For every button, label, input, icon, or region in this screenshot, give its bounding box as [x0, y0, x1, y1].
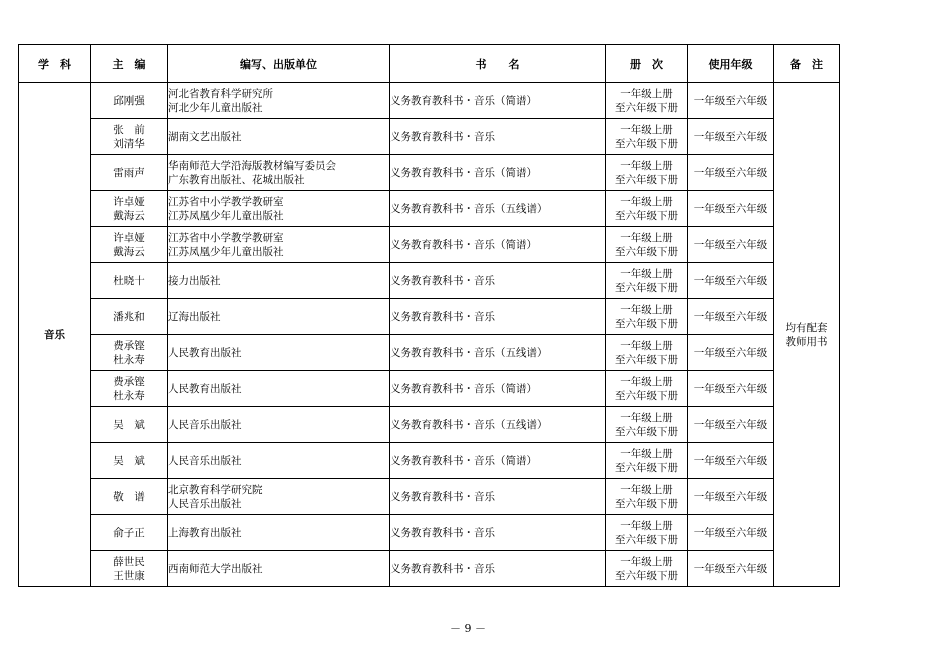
book-title-cell: 义务教育教科书・音乐（五线谱） — [390, 191, 606, 227]
cell-line: 北京教育科学研究院 — [168, 483, 263, 496]
cell-line: 辽海出版社 — [168, 310, 221, 323]
publisher-cell — [168, 263, 390, 299]
book-title-cell: 义务教育教科书・音乐（简谱） — [390, 227, 606, 263]
cell-line: 费承铿 — [113, 375, 145, 388]
volume-cell — [606, 263, 688, 299]
cell-line: 接力出版社 — [168, 274, 221, 287]
cell-line: 一年级上册 — [620, 483, 673, 496]
editor-cell — [91, 155, 168, 191]
cell-line: 杜晓十 — [113, 274, 145, 287]
header-editor: 主 编 — [91, 45, 168, 83]
cell-line: 人民音乐出版社 — [168, 497, 242, 510]
table-row — [19, 227, 840, 263]
table-row — [19, 83, 840, 119]
cell-line: 一年级上册 — [620, 411, 673, 424]
cell-line: 一年级上册 — [620, 339, 673, 352]
volume-cell — [606, 299, 688, 335]
book-title-cell: 义务教育教科书・音乐 — [390, 263, 606, 299]
cell-line: 河北省教育科学研究所 — [168, 87, 273, 100]
table-row — [19, 479, 840, 515]
cell-line: 一年级上册 — [620, 555, 673, 568]
header-note: 备 注 — [774, 45, 840, 83]
editor-cell — [91, 263, 168, 299]
grade-cell: 一年级至六年级 — [688, 191, 774, 227]
page-number: － 9 － — [450, 622, 486, 635]
volume-cell — [606, 551, 688, 587]
publisher-cell — [168, 299, 390, 335]
cell-line: 杜永寿 — [113, 353, 145, 366]
cell-line: 至六年级下册 — [615, 101, 678, 114]
cell-line: 至六年级下册 — [615, 353, 678, 366]
cell-line: 吴 斌 — [113, 418, 145, 431]
cell-line: 人民教育出版社 — [168, 346, 242, 359]
grade-cell: 一年级至六年级 — [688, 119, 774, 155]
grade-cell: 一年级至六年级 — [688, 155, 774, 191]
cell-line: 敬 谱 — [113, 490, 145, 503]
cell-line: 戴海云 — [113, 245, 145, 258]
cell-line: 湖南文艺出版社 — [168, 130, 242, 143]
publisher-cell — [168, 335, 390, 371]
cell-line: 一年级上册 — [620, 231, 673, 244]
cell-line: 俞子正 — [113, 526, 145, 539]
cell-line: 一年级上册 — [620, 267, 673, 280]
editor-cell — [91, 443, 168, 479]
table-row — [19, 119, 840, 155]
cell-line: 一年级上册 — [620, 87, 673, 100]
publisher-cell — [168, 407, 390, 443]
grade-cell: 一年级至六年级 — [688, 479, 774, 515]
header-publisher: 编写、出版单位 — [168, 45, 390, 83]
cell-line: 华南师范大学沿海版教材编写委员会 — [168, 159, 336, 172]
book-title-cell: 义务教育教科书・音乐（简谱） — [390, 443, 606, 479]
volume-cell — [606, 155, 688, 191]
header-row — [19, 45, 840, 83]
grade-cell: 一年级至六年级 — [688, 335, 774, 371]
textbook-catalog-table — [18, 44, 840, 587]
cell-line: 西南师范大学出版社 — [168, 562, 263, 575]
editor-cell — [91, 407, 168, 443]
editor-cell — [91, 515, 168, 551]
publisher-cell — [168, 83, 390, 119]
cell-line: 人民音乐出版社 — [168, 454, 242, 467]
cell-line: 至六年级下册 — [615, 281, 678, 294]
cell-line: 一年级上册 — [620, 123, 673, 136]
cell-line: 一年级上册 — [620, 447, 673, 460]
header-volume: 册 次 — [606, 45, 688, 83]
cell-line: 薛世民 — [113, 555, 145, 568]
cell-line: 人民教育出版社 — [168, 382, 242, 395]
cell-line: 人民音乐出版社 — [168, 418, 242, 431]
cell-line: 至六年级下册 — [615, 137, 678, 150]
grade-cell: 一年级至六年级 — [688, 227, 774, 263]
publisher-cell — [168, 227, 390, 263]
cell-line: 一年级上册 — [620, 303, 673, 316]
book-title-cell: 义务教育教科书・音乐 — [390, 479, 606, 515]
book-title-cell: 义务教育教科书・音乐（五线谱） — [390, 407, 606, 443]
cell-line: 至六年级下册 — [615, 389, 678, 402]
grade-cell: 一年级至六年级 — [688, 299, 774, 335]
publisher-cell — [168, 443, 390, 479]
cell-line: 至六年级下册 — [615, 569, 678, 582]
book-title-cell: 义务教育教科书・音乐（简谱） — [390, 83, 606, 119]
cell-line: 戴海云 — [113, 209, 145, 222]
header-book: 书 名 — [390, 45, 606, 83]
editor-cell — [91, 119, 168, 155]
editor-cell — [91, 479, 168, 515]
publisher-cell — [168, 155, 390, 191]
cell-line: 至六年级下册 — [615, 245, 678, 258]
grade-cell: 一年级至六年级 — [688, 515, 774, 551]
volume-cell — [606, 335, 688, 371]
volume-cell — [606, 407, 688, 443]
table-row — [19, 551, 840, 587]
volume-cell — [606, 371, 688, 407]
book-title-cell: 义务教育教科书・音乐 — [390, 119, 606, 155]
editor-cell — [91, 227, 168, 263]
cell-line: 至六年级下册 — [615, 317, 678, 330]
cell-line: 均有配套 — [785, 321, 828, 334]
table-row — [19, 371, 840, 407]
cell-line: 王世康 — [113, 569, 145, 582]
header-subject: 学 科 — [19, 45, 91, 83]
cell-line: 至六年级下册 — [615, 209, 678, 222]
cell-line: 一年级上册 — [620, 519, 673, 532]
grade-cell: 一年级至六年级 — [688, 263, 774, 299]
volume-cell — [606, 191, 688, 227]
volume-cell — [606, 119, 688, 155]
publisher-cell — [168, 119, 390, 155]
cell-line: 许卓娅 — [113, 231, 145, 244]
grade-cell: 一年级至六年级 — [688, 371, 774, 407]
cell-line: 刘清华 — [113, 137, 145, 150]
cell-line: 一年级上册 — [620, 195, 673, 208]
cell-line: 至六年级下册 — [615, 425, 678, 438]
editor-cell — [91, 371, 168, 407]
table-row — [19, 443, 840, 479]
grade-cell: 一年级至六年级 — [688, 551, 774, 587]
cell-line: 至六年级下册 — [615, 461, 678, 474]
grade-cell: 一年级至六年级 — [688, 443, 774, 479]
editor-cell — [91, 191, 168, 227]
cell-line: 江苏凤凰少年儿童出版社 — [168, 245, 284, 258]
volume-cell — [606, 83, 688, 119]
cell-line: 至六年级下册 — [615, 173, 678, 186]
table-row — [19, 515, 840, 551]
header-grade: 使用年级 — [688, 45, 774, 83]
publisher-cell — [168, 551, 390, 587]
cell-line: 张 前 — [113, 123, 145, 136]
book-title-cell: 义务教育教科书・音乐 — [390, 551, 606, 587]
table-row — [19, 335, 840, 371]
cell-line: 一年级上册 — [620, 159, 673, 172]
cell-line: 至六年级下册 — [615, 497, 678, 510]
subject-cell: 音乐 — [19, 83, 91, 587]
grade-cell: 一年级至六年级 — [688, 407, 774, 443]
table-row — [19, 263, 840, 299]
volume-cell — [606, 479, 688, 515]
publisher-cell — [168, 191, 390, 227]
grade-cell: 一年级至六年级 — [688, 83, 774, 119]
volume-cell — [606, 515, 688, 551]
cell-line: 费承铿 — [113, 339, 145, 352]
note-cell — [774, 83, 840, 587]
book-title-cell: 义务教育教科书・音乐 — [390, 515, 606, 551]
editor-cell — [91, 335, 168, 371]
cell-line: 至六年级下册 — [615, 533, 678, 546]
volume-cell — [606, 443, 688, 479]
cell-line: 教师用书 — [785, 335, 828, 348]
cell-line: 雷雨声 — [113, 166, 145, 179]
publisher-cell — [168, 479, 390, 515]
publisher-cell — [168, 515, 390, 551]
cell-line: 广东教育出版社、花城出版社 — [168, 173, 305, 186]
cell-line: 上海教育出版社 — [168, 526, 242, 539]
cell-line: 河北少年儿童出版社 — [168, 101, 263, 114]
cell-line: 一年级上册 — [620, 375, 673, 388]
cell-line: 许卓娅 — [113, 195, 145, 208]
cell-line: 江苏省中小学教学教研室 — [168, 231, 284, 244]
table-row — [19, 299, 840, 335]
book-title-cell: 义务教育教科书・音乐（简谱） — [390, 371, 606, 407]
volume-cell — [606, 227, 688, 263]
publisher-cell — [168, 371, 390, 407]
book-title-cell: 义务教育教科书・音乐（简谱） — [390, 155, 606, 191]
cell-line: 潘兆和 — [113, 310, 145, 323]
editor-cell — [91, 83, 168, 119]
editor-cell — [91, 299, 168, 335]
book-title-cell: 义务教育教科书・音乐（五线谱） — [390, 335, 606, 371]
table-row — [19, 155, 840, 191]
cell-line: 吴 斌 — [113, 454, 145, 467]
cell-line: 江苏凤凰少年儿童出版社 — [168, 209, 284, 222]
cell-line: 杜永寿 — [113, 389, 145, 402]
book-title-cell: 义务教育教科书・音乐 — [390, 299, 606, 335]
table-row — [19, 191, 840, 227]
cell-line: 邱刚强 — [113, 94, 145, 107]
editor-cell — [91, 551, 168, 587]
cell-line: 江苏省中小学教学教研室 — [168, 195, 284, 208]
table-row — [19, 407, 840, 443]
